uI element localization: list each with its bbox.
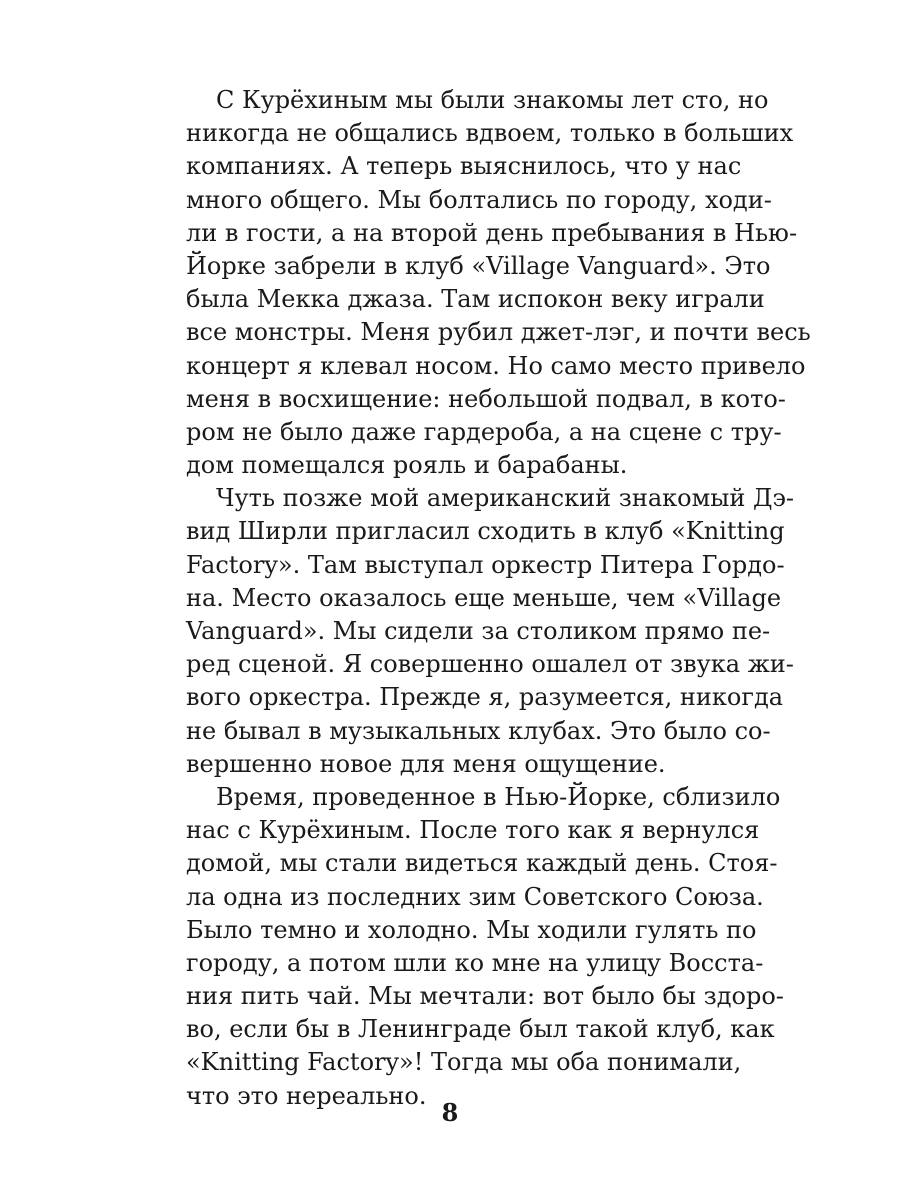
- text-line: ла одна из последних зим Советского Союза.: [186, 882, 764, 911]
- text-line: Factory». Там выступал оркестр Питера Гордо-: [186, 550, 785, 579]
- text-line: была Мекка джаза. Там испокон веку играли: [186, 285, 765, 314]
- text-line: все монстры. Меня рубил джет-лэг, и почти весь: [186, 318, 811, 347]
- text-line: дом помещался рояль и барабаны.: [186, 451, 628, 480]
- text-line: домой, мы стали видеться каждый день. Стоя-: [186, 849, 778, 878]
- text-line: во, если бы в Ленинграде был такой клуб, как: [186, 1015, 775, 1044]
- text-line: С Курёхиным мы были знакомы лет сто, но: [216, 86, 769, 114]
- text-line: меня в восхищение: небольшой подвал, в кото-: [186, 384, 786, 413]
- text-line: вершенно новое для меня ощущение.: [186, 749, 666, 778]
- text-line: ред сценой. Я совершенно ошалел от звука жи-: [186, 650, 794, 679]
- text-line: никогда не общались вдвоем, только в больших: [186, 119, 794, 148]
- text-line: много общего. Мы болтались по городу, ходи-: [186, 185, 772, 214]
- text-line: ром не было даже гардероба, а на сцене с тру-: [186, 417, 782, 446]
- text-line: ли в гости, а на второй день пребывания в Нью-: [186, 218, 798, 247]
- page-number: 8: [441, 1098, 459, 1127]
- text-line: не бывал в музыкальных клубах. Это было со-: [186, 716, 771, 745]
- text-line: нас с Курёхиным. После того как я вернулся: [186, 816, 760, 845]
- body-text: [186, 84, 811, 1113]
- text-line: вого оркестра. Прежде я, разумеется, никогда: [186, 683, 784, 712]
- text-line: Йорке забрели в клуб «Village Vanguard». Это: [186, 251, 771, 280]
- text-line: городу, а потом шли ко мне на улицу Восста-: [186, 948, 764, 977]
- paragraph-3: [186, 781, 784, 1113]
- text-line: Чуть позже мой американский знакомый Дэ-: [216, 484, 795, 513]
- paragraph-2: [186, 482, 795, 781]
- text-line: Vanguard». Мы сидели за столиком прямо пе-: [186, 617, 771, 645]
- text-line: ния пить чай. Мы мечтали: вот было бы здоро-: [186, 982, 784, 1011]
- text-line: компаниях. А теперь выяснилось, что у нас: [186, 152, 742, 181]
- text-line: концерт я клевал носом. Но само место привело: [186, 351, 806, 380]
- text-line: вид Ширли пригласил сходить в клуб «Knitting: [186, 517, 785, 546]
- text-line: на. Место оказалось еще меньше, чем «Village: [186, 583, 782, 612]
- paragraph-1: [186, 84, 811, 482]
- text-line: Время, проведенное в Нью-Йорке, сблизило: [216, 782, 781, 811]
- text-line: «Knitting Factory»! Тогда мы оба понимали,: [186, 1048, 742, 1077]
- text-line: что это нереально.: [186, 1081, 427, 1110]
- text-line: Было темно и холодно. Мы ходили гулять по: [186, 915, 757, 944]
